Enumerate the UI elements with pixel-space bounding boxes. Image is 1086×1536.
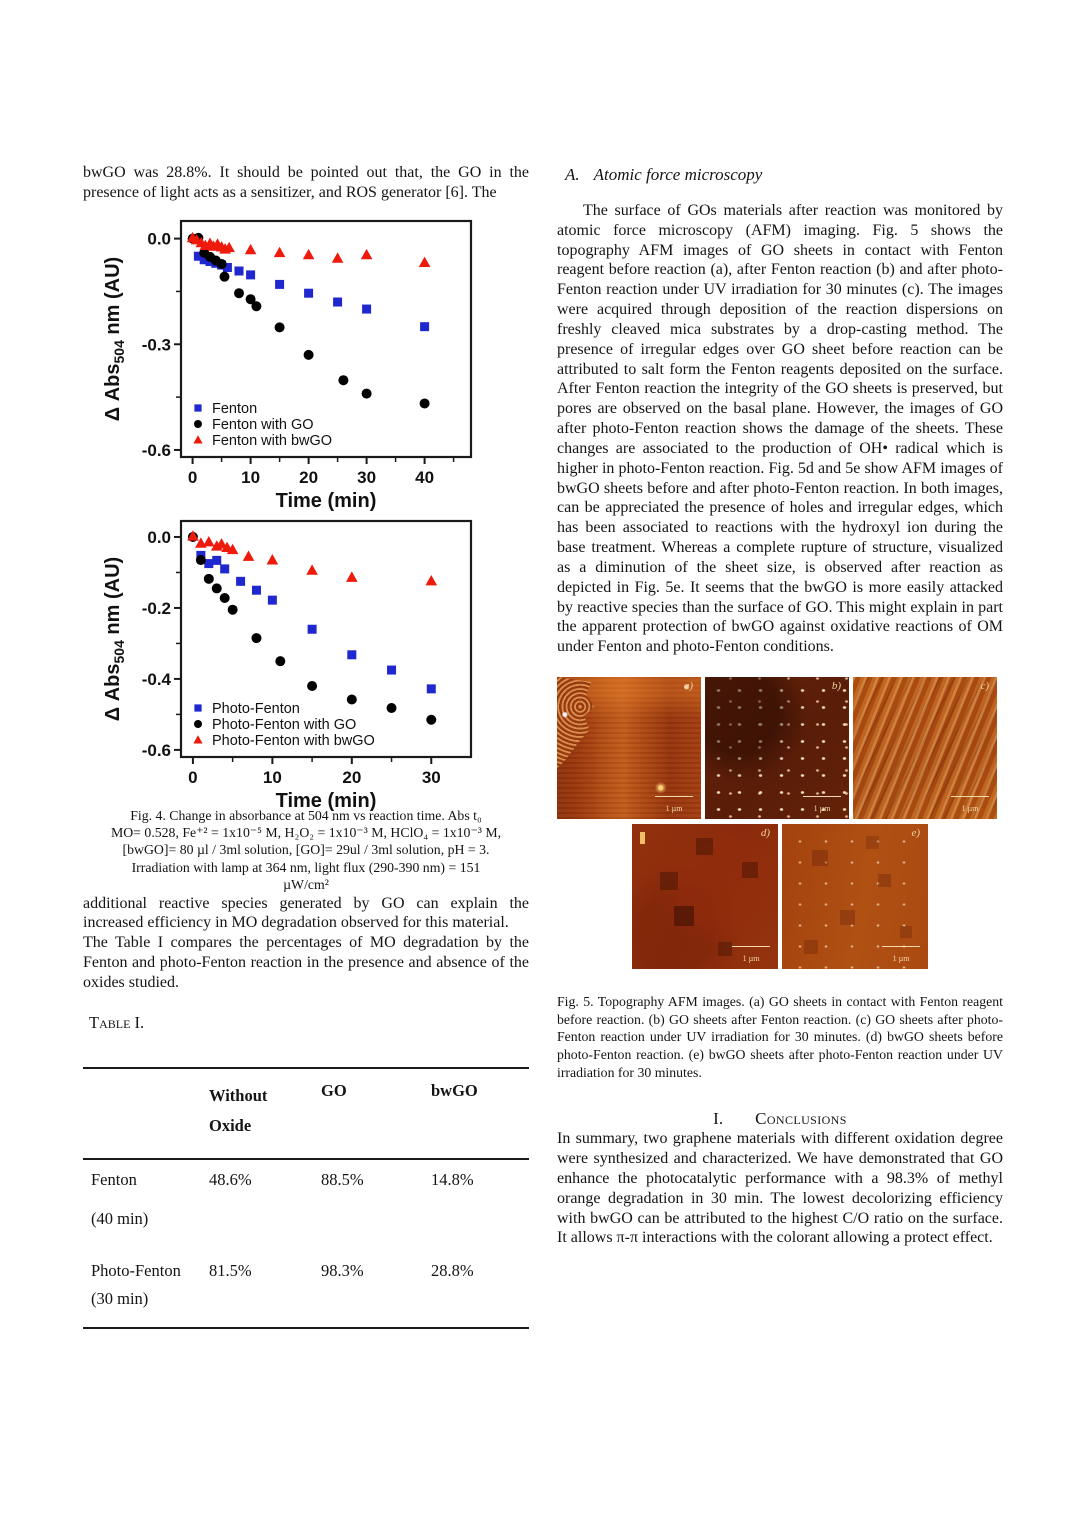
conclusions-heading — [557, 1109, 1003, 1129]
panel-label: b) — [831, 680, 841, 693]
scale-line — [951, 796, 989, 797]
caption-line: Fig. 4. Change in absorbance at 504 nm vs reaction time. Abs t₀ — [130, 807, 482, 823]
figure-5-caption: Fig. 5. Topography AFM images. (a) GO sheets in contact with Fenton reagent before reaction. (b) GO sheets after Fenton reaction. (c) GO sheets after photo-Fenton reaction under UV irradiation for 30 minutes. (d) bwGO sheets before photo-Fenton reaction. (e) bwGO sheets after photo-Fenton reaction under UV irradiation for 30 minutes. — [557, 994, 1003, 1080]
scale-text: 1 µm — [813, 804, 831, 814]
figure-4-caption — [83, 807, 529, 894]
svg-text:10: 10 — [262, 767, 282, 787]
scale-bar — [880, 946, 922, 966]
scale-bar — [801, 796, 843, 816]
table-header-blank — [91, 1081, 209, 1142]
svg-text:Photo-Fenton: Photo-Fenton — [212, 700, 300, 717]
svg-text:-0.3: -0.3 — [141, 334, 171, 354]
svg-text:10: 10 — [241, 467, 261, 487]
paragraph-table-intro: The Table I compares the percentages of MO degradation by the Fenton and photo-Fenton reaction in the presence and absence of the oxides studied. — [83, 934, 529, 991]
scale-text: 1 µm — [892, 954, 910, 964]
section-title: Atomic force microscopy — [593, 165, 763, 184]
svg-text:40: 40 — [415, 467, 435, 487]
cell-value: 28.8% — [431, 1260, 474, 1280]
svg-text:Photo-Fenton with GO: Photo-Fenton with GO — [212, 716, 357, 733]
figure-5-top-row — [557, 677, 1003, 819]
table-row — [83, 1160, 529, 1229]
row-label-cell — [91, 1170, 209, 1229]
figure-4-top-chart — [83, 211, 529, 511]
afm-image-d — [632, 824, 778, 969]
row-label-cell — [91, 1261, 209, 1309]
svg-text:-0.6: -0.6 — [141, 740, 171, 760]
svg-text:Δ Abs504 nm (AU): Δ Abs$_{504}$ nm (AU) — [102, 256, 127, 421]
svg-text:Fenton with bwGO: Fenton with bwGO — [212, 432, 333, 449]
afm-paragraph: The surface of GOs materials after reaction was monitored by atomic force microscopy (AFM) imaging. Fig. 5 shows the topography AFM images of GO sheets in contact with Fenton reagent before reaction (a), after Fenton reaction (b) and after photo-Fenton reaction under UV irradiation for 30 minutes (c). The images were acquired through deposition of the reaction dispersions on freshly cleaved mica substrates by a drop-casting method. The presence of irregular edges over GO sheet before reaction can be attributed to salt form the Fenton reagents deposited on the surface. After Fenton reaction the integrity of the GO sheets is preserved, but pores are observed on the basal plane. However, the images of GO after photo-Fenton reaction shows the damage of the sheets. These changes are associated to the production of OH• radical which is higher in photo-Fenton reaction. Fig. 5d and 5e show AFM images of bwGO sheets before and after photo-Fenton reaction. In both images, can be appreciated the presence of holes and irregular edges, which has been associated to reactions with the hydroxyl ion during the base treatment. Whereas a complete rupture of structure, visualized as a diminution of the sheet size, is observed after reaction as depicted in Fig. 5e. It seems that the bwGO is more easily attacked by reactive species than the surface of GO. This might explain in part the apparent protection of bwGO against oxidative reactions of OM under Fenton and photo-Fenton conditions. — [557, 202, 1003, 656]
panel-label: e) — [911, 827, 920, 840]
left-column — [83, 163, 529, 1329]
conclusions-title: Conclusions — [755, 1109, 847, 1129]
svg-text:30: 30 — [421, 767, 441, 787]
row-time: (40 min) — [91, 1208, 149, 1228]
svg-text:0: 0 — [188, 767, 198, 787]
intro-paragraph: bwGO was 28.8%. It should be pointed out that, the GO in the presence of light acts as a sensitizer, and ROS generator [6]. The — [83, 164, 529, 201]
figure-5 — [557, 677, 1003, 969]
table-header-go: GO — [321, 1080, 347, 1100]
caption-line: µW/cm² — [283, 877, 329, 893]
paragraph-additional: additional reactive species generated by GO can explain the increased efficiency in MO degradation observed for this material. — [83, 894, 529, 932]
scale-text: 1 µm — [961, 804, 979, 814]
svg-text:-0.6: -0.6 — [141, 440, 171, 460]
fenton-scatter-chart — [99, 211, 477, 511]
conclusions-paragraph: In summary, two graphene materials with different oxidation degree were synthesized and characterized. We have demonstrated that GO enhance the photocatalytic performance with a 98.3% of methyl orange degradation in 30 min. The lowest decolorizing efficiency with bwGO can be attributed to the highest C/O ratio on the surface. It allows π-π interactions with the colorant allowing a protect effect. — [557, 1130, 1003, 1247]
svg-text:0.0: 0.0 — [147, 229, 171, 249]
afm-image-b — [705, 677, 849, 819]
svg-text:20: 20 — [342, 767, 362, 787]
svg-text:-0.2: -0.2 — [141, 598, 171, 618]
scale-text: 1 µm — [665, 804, 683, 814]
conclusions-number: I. — [713, 1109, 724, 1129]
cell-value: 14.8% — [431, 1169, 474, 1189]
table-header-without-oxide: Without Oxide — [209, 1085, 268, 1136]
cell-value: 48.6% — [209, 1169, 252, 1189]
svg-text:Time (min): Time (min) — [275, 489, 377, 511]
svg-text:Δ Abs504 nm (AU): Δ Abs$_{504}$ nm (AU) — [102, 556, 127, 721]
scale-line — [655, 796, 693, 797]
table-header-bwgo: bwGO — [431, 1080, 478, 1100]
caption-line: MO= 0.528, Fe⁺² = 1x10⁻⁵ M, H₂O₂ = 1x10⁻³ M, HClO₄ = 1x10⁻³ M, — [110, 825, 502, 841]
scale-bar — [949, 796, 991, 816]
svg-text:30: 30 — [357, 467, 377, 487]
svg-text:-0.4: -0.4 — [141, 669, 171, 689]
caption-line: Irradiation with lamp at 364 nm, light flux (290-390 nm) = 151 — [131, 859, 481, 875]
row-label: Fenton — [91, 1169, 137, 1189]
panel-label: a) — [683, 680, 693, 693]
panel-label: c) — [980, 680, 989, 693]
figure-4-bottom-chart — [83, 511, 529, 811]
svg-text:20: 20 — [299, 467, 319, 487]
row-time: (30 min) — [91, 1288, 149, 1308]
svg-text:Photo-Fenton with bwGO: Photo-Fenton with bwGO — [212, 732, 375, 749]
table-1-header-row — [83, 1069, 529, 1160]
scale-text: 1 µm — [742, 954, 760, 964]
afm-image-e — [782, 824, 928, 969]
svg-text:0.0: 0.0 — [147, 527, 171, 547]
svg-text:Fenton with GO: Fenton with GO — [212, 416, 314, 433]
right-column — [557, 163, 1003, 1248]
table-1 — [83, 1067, 529, 1329]
svg-text:Fenton: Fenton — [212, 400, 258, 417]
scale-line — [803, 796, 841, 797]
scale-line — [732, 946, 770, 947]
scale-line — [882, 946, 920, 947]
afm-image-c — [853, 677, 997, 819]
panel-label: d) — [760, 827, 770, 840]
svg-text:Time (min): Time (min) — [275, 789, 377, 811]
photo-fenton-scatter-chart — [99, 511, 477, 811]
scale-bar — [730, 946, 772, 966]
cell-value: 81.5% — [209, 1260, 252, 1280]
svg-text:0: 0 — [187, 467, 198, 487]
cell-value: 88.5% — [321, 1169, 364, 1189]
section-heading-afm — [565, 165, 1003, 185]
cell-value: 98.3% — [321, 1260, 364, 1280]
figure-5-bottom-row — [557, 824, 1003, 969]
row-label: Photo-Fenton — [91, 1260, 181, 1280]
caption-line: [bwGO]= 80 µl / 3ml solution, [GO]= 29ul / 3ml solution, pH = 3. — [122, 842, 490, 858]
table-1-label: Table I. — [89, 1012, 145, 1032]
section-letter: A. — [565, 165, 580, 184]
table-row — [83, 1251, 529, 1327]
afm-image-a — [557, 677, 701, 819]
scale-bar — [653, 796, 695, 816]
